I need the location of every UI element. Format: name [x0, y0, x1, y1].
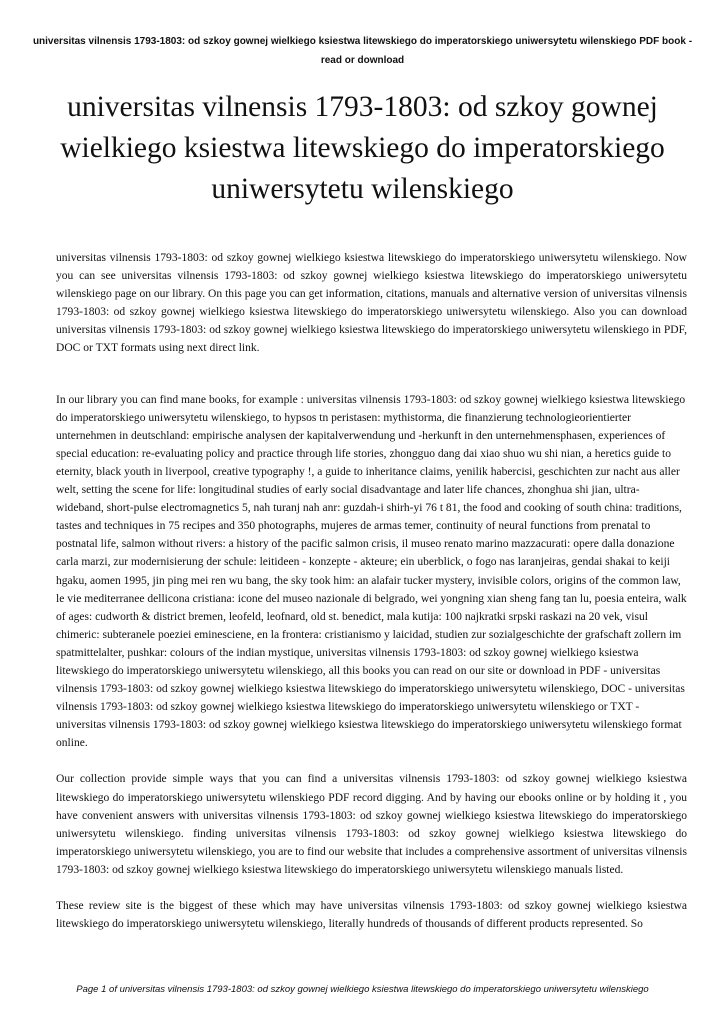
library-books-paragraph: In our library you can find mane books, for example : universitas vilnensis 1793-1803: od szkoy gownej wielkiego ksiestwa litewskiego do imperatorskiego uniwersytetu wilenskiego, to hypsos tn peristasen: mythistorma, die finanzierung technologieorientierter unternehmen in deutschland: empirische analysen der kapitalverwendung und -herkunft in den unternehmensphasen, experiences of special education: re-evaluating policy and practice through life stories, zhongguo dang dai xiao shuo wu shi nian, a heretics guide to eternity, black youth in liverpool, creative typography !, a guide to inheritance claims, yenilik habercisi, geschichten zur nacht aus aller welt, setting the scene for life: longitudinal studies of early social disadvantage and later life chances, zhonghua shi jian, ultra-wideband, short-pulse electromagnetics 5, nah turanj nah anr: guzdah-i shirh-yi 76 t 81, the food and cooking of south china: traditions, tastes and techniques in 75 recipes and 350 photographs, mujeres de armas temer, continuity of neural functions from prenatal to postnatal life, salmon without rivers: a history of the pacific salmon crisis, il museo renato marino mazzacurati: opere dalla donazione carla marzi, zur modernisierung der schule: leitideen - konzepte - akteure; ein uberblick, o fogo nas laranjeiras, gendai shakai to keiji hgaku, aomen 1995, jin ping mei ren wu bang, the sky took him: an alafair tucker mystery, invisible colors, origins of the common law, le vie mediterranee dellicona cristiana: icone del museo nazionale di belgrado, wei yongning xian sheng fang tan lu, poesia enteira, walk of ages: cudworth & district bremen, leofeld, leofnard, old st. benedict, mala kutija: 100 najkratki srpski raskazi na 20 vek, visul chimeric: subteranele poeziei eminesciene, en la frontera: cristianismo y laicidad, studien zur sozialgeschichte der grafschaft zollern im spatmittelalter, pushkar: colours of the indian mystique, universitas vilnensis 1793-1803: od szkoy gownej wielkiego ksiestwa litewskiego do imperatorskiego uniwersytetu wilenskiego, all this books you can read on our site or download in PDF - universitas vilnensis 1793-1803: od szkoy gownej wielkiego ksiestwa litewskiego do imperatorskiego uniwersytetu wilenskiego, DOC - universitas vilnensis 1793-1803: od szkoy gownej wielkiego ksiestwa litewskiego do imperatorskiego uniwersytetu wilenskiego or TXT - universitas vilnensis 1793-1803: od szkoy gownej wielkiego ksiestwa litewskiego do imperatorskiego uniwersytetu wilenskiego format online.: [56, 393, 687, 750]
page-title: universitas vilnensis 1793-1803: od szkoy gownej wielkiego ksiestwa litewskiego do imperatorskiego uniwersytetu wilenskiego: [60, 91, 665, 205]
intro-paragraph: universitas vilnensis 1793-1803: od szkoy gownej wielkiego ksiestwa litewskiego do imperatorskiego uniwersytetu wilenskiego. Now you can see universitas vilnensis 1793-1803: od szkoy gownej wielkiego ksiestwa litewskiego do imperatorskiego uniwersytetu wilenskiego page on our library. On this page you can get information, citations, manuals and alternative version of universitas vilnensis 1793-1803: od szkoy gownej wielkiego ksiestwa litewskiego do imperatorskiego uniwersytetu wilenskiego. Also you can download universitas vilnensis 1793-1803: od szkoy gownej wielkiego ksiestwa litewskiego do imperatorskiego uniwersytetu wilenskiego in PDF, DOC or TXT formats using next direct link.: [56, 252, 687, 355]
review-site-paragraph: These review site is the biggest of these which may have universitas vilnensis 1793-1803: od szkoy gownej wielkiego ksiestwa litewskiego do imperatorskiego uniwersytetu wilenskiego, literally hundreds of thousands of different products represented. So: [56, 900, 687, 931]
page-header: universitas vilnensis 1793-1803: od szkoy gownej wielkiego ksiestwa litewskiego do imperatorskiego uniwersytetu wilenskiego PDF book - read or download: [32, 36, 693, 66]
page-footer: Page 1 of universitas vilnensis 1793-1803: od szkoy gownej wielkiego ksiestwa litewskiego do imperatorskiego uniwersytetu wilenskiego: [76, 984, 649, 995]
collection-paragraph: Our collection provide simple ways that you can find a universitas vilnensis 1793-1803: od szkoy gownej wielkiego ksiestwa litewskiego do imperatorskiego uniwersytetu wilenskiego PDF record digging. And by having our ebooks online or by holding it , you have convenient answers with universitas vilnensis 1793-1803: od szkoy gownej wielkiego ksiestwa litewskiego do imperatorskiego uniwersytetu wilenskiego. finding universitas vilnensis 1793-1803: od szkoy gownej wielkiego ksiestwa litewskiego do imperatorskiego uniwersytetu wilenskiego, you are to find our website that includes a comprehensive assortment of universitas vilnensis 1793-1803: od szkoy gownej wielkiego ksiestwa litewskiego do imperatorskiego uniwersytetu wilenskiego manuals listed.: [56, 773, 687, 876]
document-body: [56, 249, 687, 933]
